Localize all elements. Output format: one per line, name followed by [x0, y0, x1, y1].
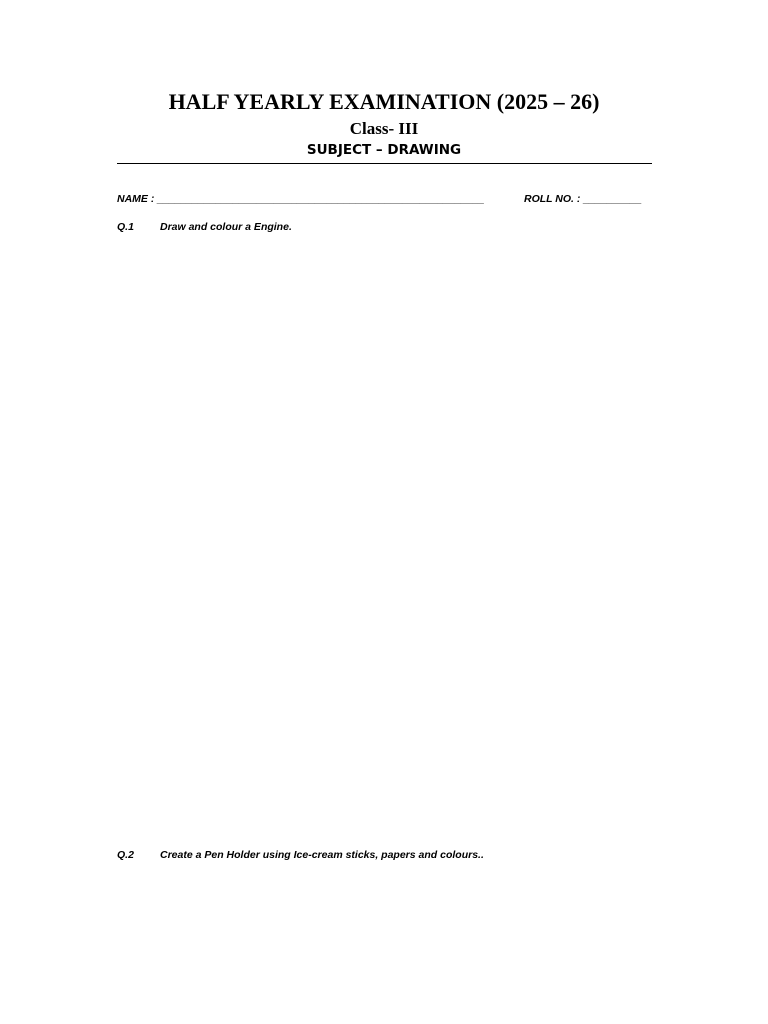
class-label: Class- III: [349, 119, 419, 138]
header-divider: [117, 163, 652, 164]
name-field: [117, 192, 484, 206]
question-text: Create a Pen Holder using Ice-cream sticks, papers and colours..: [160, 849, 484, 861]
question-2: [117, 848, 484, 862]
question-1: [117, 220, 292, 234]
roll-number-label: ROLL NO. :: [524, 193, 581, 205]
exam-title: HALF YEARLY EXAMINATION (2025 – 26): [168, 89, 600, 114]
roll-number-field: [524, 192, 642, 206]
question-number: Q.1: [117, 221, 134, 233]
question-text: Draw and colour a Engine.: [160, 221, 292, 233]
question-number: Q.2: [117, 849, 134, 861]
subject-label: SUBJECT – DRAWING: [306, 142, 462, 158]
roll-number-blank: __________: [583, 193, 642, 205]
name-blank: ________________________________________________________: [157, 193, 485, 205]
name-label: NAME :: [117, 193, 155, 205]
